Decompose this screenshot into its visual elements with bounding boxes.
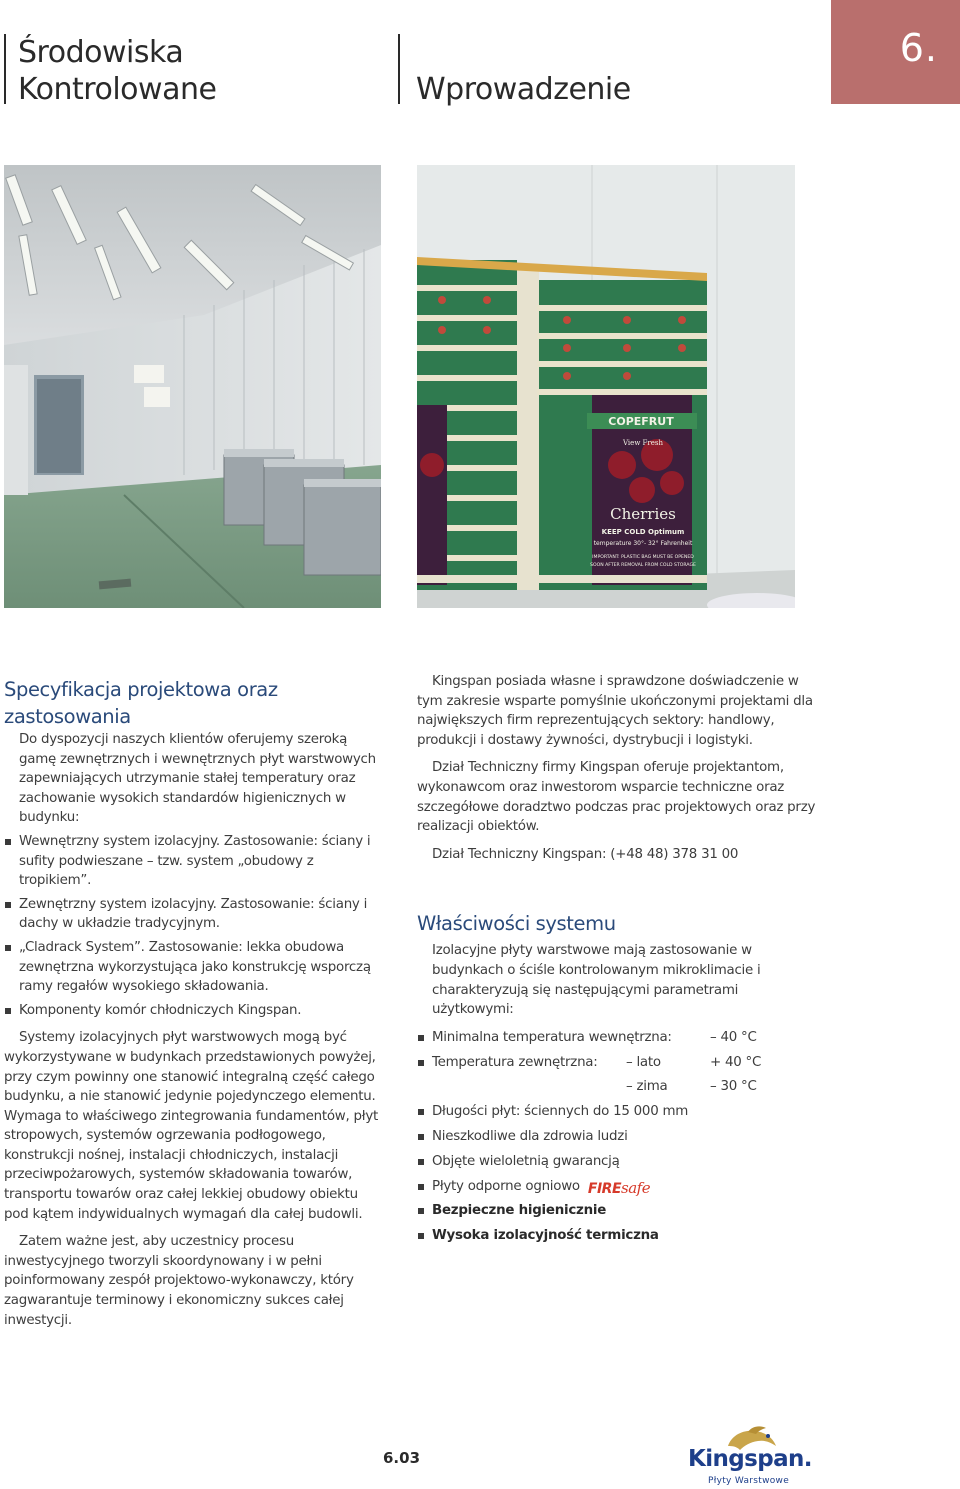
systems-list — [4, 832, 386, 1020]
property-external-temp — [432, 1053, 817, 1078]
header-left-title-line2: Kontrolowane — [18, 72, 217, 107]
cherries-label: Cherries — [610, 505, 676, 523]
copefrut-label: COPEFRUT — [608, 415, 674, 428]
firesafe-logo-icon: FIREsafe — [587, 1178, 651, 1197]
important-label: IMPORTANT: PLASTIC BAG MUST BE OPENED — [592, 555, 694, 560]
design-specification-heading — [4, 676, 386, 730]
header-left-title-line1: Środowiska — [18, 35, 184, 70]
experience-paragraph: Kingspan posiada własne i sprawdzone doświadczenie w tym zakresie wsparte pomyślnie ukończonymi projektami dla największych firm reprezentujących sektory: handlowy, produkcji i dostawy żywności, dystrybucji i logistyki. — [417, 674, 813, 748]
list-item: Komponenty komór chłodniczych Kingspan. — [19, 1001, 386, 1021]
technical-dept-paragraph: Dział Techniczny firmy Kingspan oferuje projektantom, wykonawcom oraz inwestorom wsparcie techniczne oraz szczegółowe doradztwo podczas prac projektowych oraz przy realizacji obiektów. — [417, 760, 816, 835]
list-item: Zewnętrzny system izolacyjny. Zastosowanie: ściany i dachy w układzie tradycyjnym. — [19, 895, 386, 934]
keep-cold-label: KEEP COLD Optimum — [601, 528, 685, 536]
property-healthy: Nieszkodliwe dla zdrowia ludzi — [432, 1127, 817, 1152]
heading-line2: zastosowania — [4, 705, 131, 728]
kingspan-logo — [688, 1424, 812, 1488]
property-fire — [432, 1177, 817, 1202]
view-fresh-label: View Fresh — [623, 439, 663, 447]
property-winter-temp — [432, 1077, 817, 1102]
winter-label: – zima — [626, 1079, 668, 1095]
specification-intro: Do dyspozycji naszych klientów oferujemy szeroką gamę zewnętrznych i wewnętrznych płyt warstwowych zapewniających utrzymanie stałej temperatury oraz zachowanie wysokich standardów higienicznych w budynku: — [19, 732, 376, 826]
external-temp-label: Temperatura zewnętrzna: — [432, 1054, 598, 1070]
properties-intro: Izolacyjne płyty warstwowe mają zastosowanie w budynkach o ściśle kontrolowanym mikroklimacie i charakteryzują się następującymi parametrami użytkowymi: — [432, 943, 761, 1018]
temperature-label: temperature 30°- 32° Fahrenheit — [593, 540, 693, 547]
cold-storage-label: SOON AFTER REMOVAL FROM COLD STORAGE — [590, 563, 696, 568]
header-right-section — [398, 34, 798, 107]
property-warranty: Objęte wieloletnią gwarancją — [432, 1152, 817, 1177]
winter-value: – 30 °C — [710, 1079, 757, 1095]
page-number: 6.03 — [383, 1449, 421, 1467]
left-text-column — [4, 676, 386, 1330]
property-min-temp — [432, 1028, 817, 1053]
summer-label: – lato — [626, 1054, 661, 1070]
integration-paragraph: Systemy izolacyjnych płyt warstwowych mogą być wykorzystywane w budynkach przedstawionych powyżej, przy czym powinny one stanowić integralną część całego budynku, a nie stanowić jedynie pojedynczego elementu. Wymaga to właściwego zintegrowania fundamentów, płyt stropowych, systemów ogrzewania podłogowego, konstrukcji nośnej, instalacji chłodniczych, instalacji przeciwpożarowych, systemów składowania towarów, transportu towarów oraz całej lekkiej obudowy obiektu pod kątem indywidualnych wymagań dla całej budowli. — [4, 1030, 379, 1222]
coordination-paragraph: Zatem ważne jest, aby uczestnicy procesu inwestycyjnego tworzyli skoordynowany i w pełni poinformowany zespół projektowo-wykonawczy, który zagwarantuje terminowy i ekonomiczny sukces całej inwestycji. — [4, 1234, 354, 1328]
properties-list — [417, 1028, 817, 1251]
property-hygiene: Bezpieczne higienicznie — [432, 1201, 817, 1226]
header-right-title: Wprowadzenie — [416, 72, 631, 107]
cold-store-photo — [4, 165, 381, 608]
summer-value: + 40 °C — [710, 1054, 762, 1070]
min-temp-value: – 40 °C — [710, 1029, 757, 1045]
header-left-section — [4, 34, 364, 107]
list-item: Wewnętrzny system izolacyjny. Zastosowanie: ściany i sufity podwieszane – tzw. system „obudowy z tropikiem”. — [19, 832, 386, 891]
property-thermal: Wysoka izolacyjność termiczna — [432, 1226, 817, 1251]
right-text-column — [417, 672, 817, 1251]
heading-line1: Specyfikacja projektowa oraz — [4, 678, 278, 701]
kingspan-wordmark: Kingspan. — [688, 1446, 812, 1472]
fire-label: Płyty odporne ogniowo — [432, 1178, 580, 1194]
system-properties-heading: Właściwości systemu — [417, 912, 616, 936]
cherries-pallet-photo — [417, 165, 795, 608]
min-temp-label: Minimalna temperatura wewnętrzna: — [432, 1029, 672, 1045]
kingspan-subtitle: Płyty Warstwowe — [708, 1476, 790, 1486]
property-length: Długości płyt: ściennych do 15 000 mm — [432, 1102, 817, 1127]
chapter-tab: 6. — [831, 0, 960, 104]
list-item: „Cladrack System”. Zastosowanie: lekka obudowa zewnętrzna wykorzystująca jako konstrukcję wsporczą ramy regałów wysokiego składowania. — [19, 938, 386, 997]
technical-dept-phone: Dział Techniczny Kingspan: (+48 48) 378 31 00 — [432, 846, 739, 862]
